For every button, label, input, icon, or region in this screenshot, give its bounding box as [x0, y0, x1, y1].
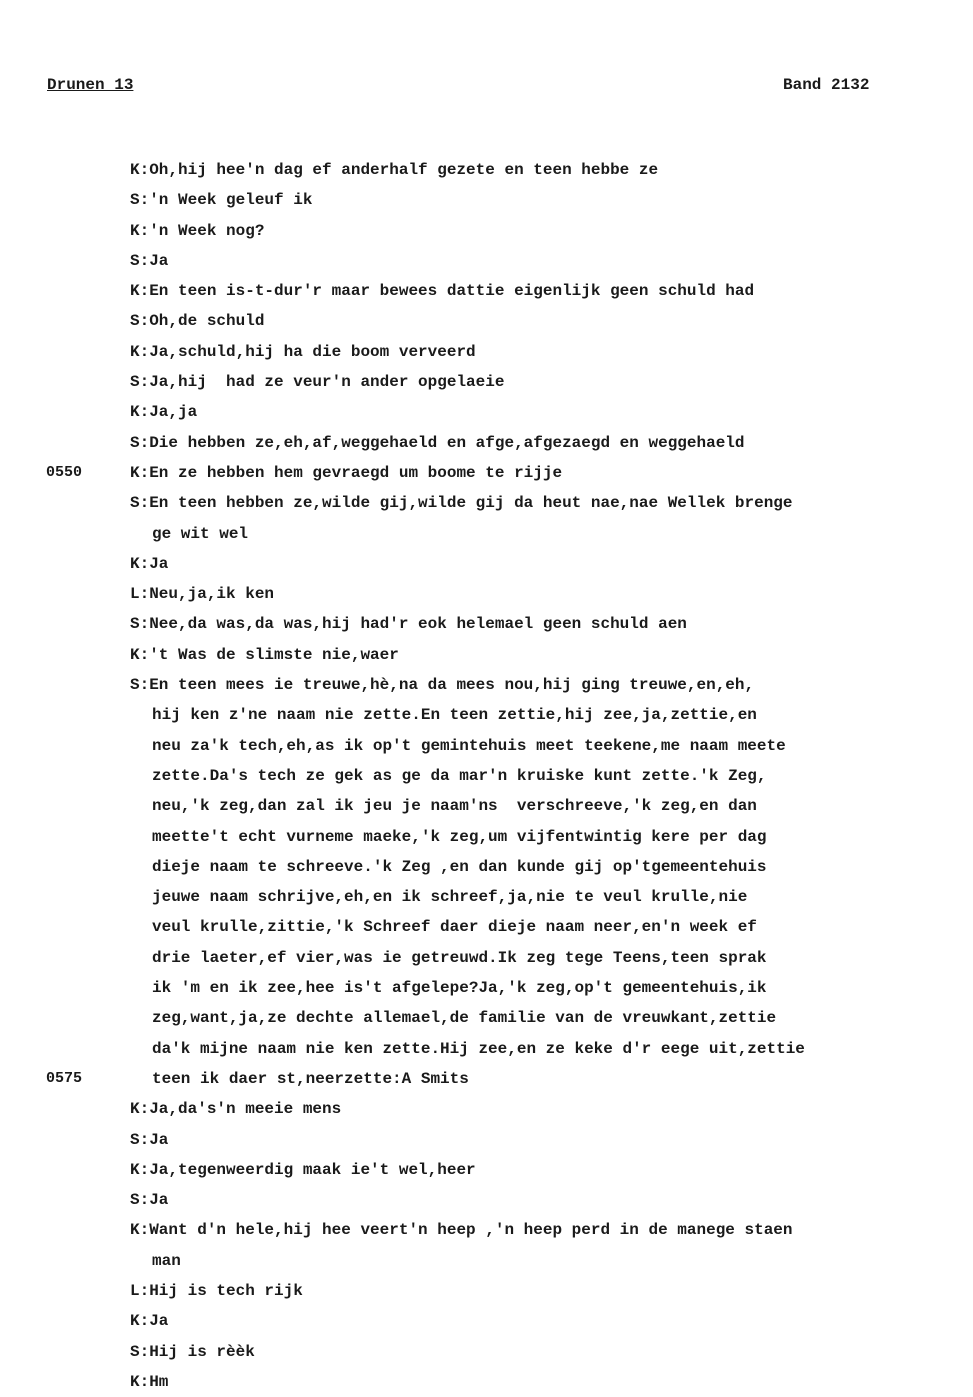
transcript-line: S:Ja	[130, 1130, 169, 1149]
transcript-line: man	[152, 1251, 181, 1270]
transcript-line: K:'t Was de slimste nie,waer	[130, 645, 399, 664]
transcript-line: neu,'k zeg,dan zal ik jeu je naam'ns verschreeve,'k zeg,en dan	[152, 797, 757, 816]
transcript-line: S:Hij is rèèk	[130, 1342, 255, 1361]
transcript-line: dieje naam te schreeve.'k Zeg ,en dan kunde gij op'tgemeentehuis	[152, 857, 767, 876]
transcript-line: teen ik daer st,neerzette:A Smits	[152, 1069, 469, 1088]
transcript-line: S:Nee,da was,da was,hij had'r eok helemael geen schuld aen	[130, 615, 687, 634]
transcript-line: K:Ja,da's'n meeie mens	[130, 1100, 342, 1119]
transcript-line: K:Ja,ja	[130, 403, 198, 422]
transcript-line: ge wit wel	[152, 524, 249, 543]
transcript-line: K:'n Week nog?	[130, 221, 265, 240]
transcript-line: L:Neu,ja,ik ken	[130, 585, 275, 604]
transcript-line: K:Oh,hij hee'n dag ef anderhalf gezete en teen hebbe ze	[130, 161, 659, 179]
transcript-line: da'k mijne naam nie ken zette.Hij zee,en ze keke d'r eege uit,zettie	[152, 1039, 805, 1058]
transcript-line: K:Ja	[130, 554, 169, 573]
transcript-line: zette.Da's tech ze gek as ge da mar'n kruiske kunt zette.'k Zeg,	[152, 766, 767, 785]
transcript-line: K:Ja,tegenweerdig maak ie't wel,heer	[130, 1160, 476, 1179]
transcript	[130, 155, 805, 1397]
tape-band-number: Band 2132	[783, 76, 870, 94]
transcript-line: zeg,want,ja,ze dechte allemael,de familie van de vreuwkant,zettie	[152, 1009, 777, 1028]
transcript-line: S:En teen mees ie treuwe,hè,na da mees nou,hij ging treuwe,en,eh,	[130, 676, 755, 695]
transcript-line: S:En teen hebben ze,wilde gij,wilde gij da heut nae,nae Wellek brenge	[130, 494, 793, 513]
transcript-line: ik 'm en ik zee,hee is't afgelepe?Ja,'k zeg,op't gemeentehuis,ik	[152, 979, 767, 998]
transcript-line: K:En ze hebben hem gevraegd um boome te rijje	[130, 463, 563, 482]
transcript-line: K:En teen is-t-dur'r maar bewees dattie eigenlijk geen schuld had	[130, 282, 755, 301]
transcript-line: K:Ja,schuld,hij ha die boom verveerd	[130, 342, 476, 361]
transcript-line: K:Ja	[130, 1312, 169, 1331]
transcript-line: drie laeter,ef vier,was ie getreuwd.Ik zeg tege Teens,teen sprak	[152, 948, 767, 967]
transcript-line: S:Ja,hij had ze veur'n ander opgelaeie	[130, 373, 505, 392]
transcript-line: K:Want d'n hele,hij hee veert'n heep ,'n heep perd in de manege staen	[130, 1221, 793, 1240]
transcript-line: meette't echt vurneme maeke,'k zeg,um vijfentwintig kere per dag	[152, 827, 767, 846]
transcript-line: L:Hij is tech rijk	[130, 1281, 303, 1300]
transcript-line: S:Die hebben ze,eh,af,weggehaeld en afge,afgezaegd en weggehaeld	[130, 433, 745, 452]
document-location: Drunen 13	[47, 76, 134, 94]
transcript-line: K:Hm	[130, 1372, 169, 1391]
transcript-line: hij ken z'ne naam nie zette.En teen zettie,hij zee,ja,zettie,en	[152, 706, 757, 725]
transcript-line: neu za'k tech,eh,as ik op't gemintehuis meet teekene,me naam meete	[152, 736, 786, 755]
margin-timecode: 0575	[46, 1070, 83, 1087]
transcript-line: jeuwe naam schrijve,eh,en ik schreef,ja,nie te veul krulle,nie	[152, 888, 748, 907]
transcript-line: S:Ja	[130, 1191, 169, 1210]
transcript-line: S:'n Week geleuf ik	[130, 191, 313, 210]
transcript-line: S:Oh,de schuld	[130, 312, 265, 331]
transcript-line: veul krulle,zittie,'k Schreef daer dieje naam neer,en'n week ef	[152, 918, 757, 937]
margin-timecode: 0550	[46, 464, 83, 481]
transcript-line: S:Ja	[130, 251, 169, 270]
